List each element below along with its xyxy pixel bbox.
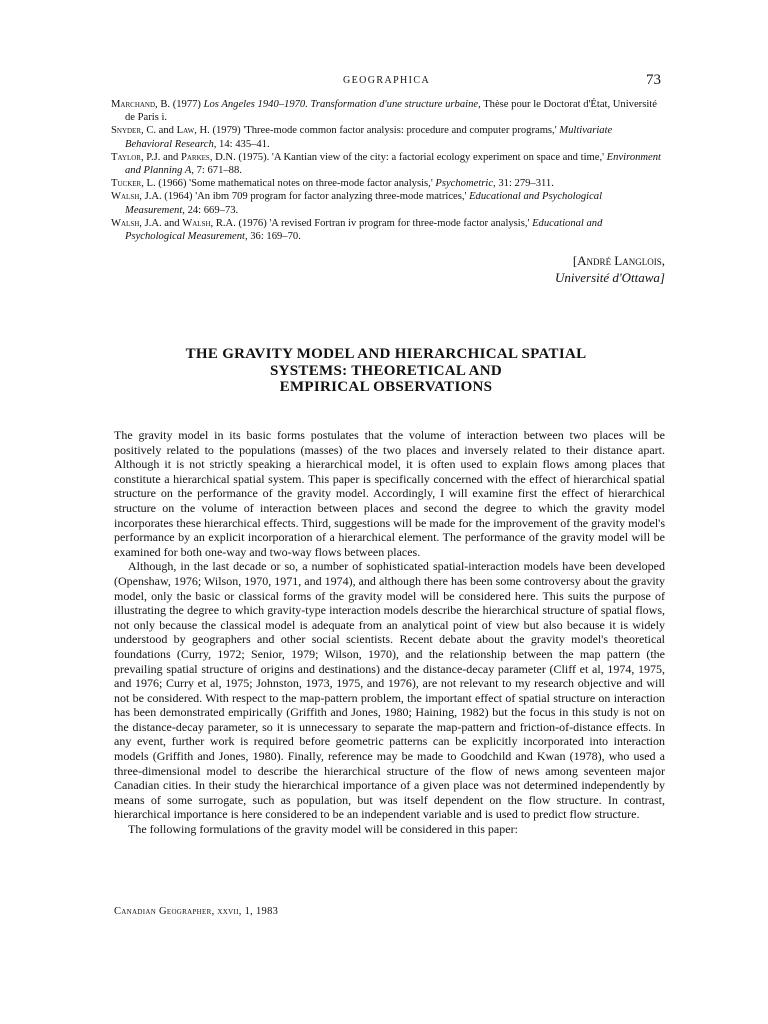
author-institution: Université d'Ottawa]: [554, 270, 665, 285]
title-line: SYSTEMS: THEORETICAL AND: [270, 362, 502, 379]
body-paragraph: The gravity model in its basic forms postulates that the volume of interaction between two places will be positively related to the populations (masses) of the two places and inversely related to their distance apart. Although it is not strictly speaking a hierarchical model, it is often used to explain flows among places that constitute a hierarchical spatial system. This paper is specifically concerned with the effect of hierarchical spatial structure on the performance of the gravity model. Accordingly, I will examine first the effect of hierarchical structure on the volume of interaction between places and second the degree to which the gravity model incorporates these hierarchical effects. Third, suggestions will be made for the improvement of the gravity model's performance by an explicit incorporation of a hierarchical element. The performance of the gravity model will be examined for both one-way and two-way flows between places.: [114, 428, 665, 559]
journal-name: GEOGRAPHICA: [343, 75, 431, 86]
reference-entry: Taylor, P.J. and Parkes, D.N. (1975). 'A Kantian view of the city: a factorial ecology experiment on space and time,' Environment and Planning A, 7: 671–88.: [111, 151, 662, 177]
reference-entry: Marchand, B. (1977) Los Angeles 1940–1970. Transformation d'une structure urbaine, Thèse pour le Doctorat d'État, Université de Paris i.: [111, 99, 657, 124]
title-line: EMPIRICAL OBSERVATIONS: [279, 379, 493, 395]
title-line: THE GRAVITY MODEL AND HIERARCHICAL SPATIAL: [185, 346, 587, 362]
author-signature: [555, 252, 665, 286]
page-number: 73: [646, 72, 661, 88]
running-head: [0, 72, 768, 92]
body-paragraph: The following formulations of the gravity model will be considered in this paper:: [128, 822, 518, 837]
reference-entry: Walsh, J.A. and Walsh, R.A. (1976) 'A revised Fortran iv program for three-mode factor analysis,' Educational and Psychological Measurement, 36: 169–70.: [111, 217, 603, 243]
reference-entry: Snyder, C. and Law, H. (1979) 'Three-mode common factor analysis: procedure and computer programs,' Multivariate Behavioral Research, 14: 435–41.: [111, 125, 613, 150]
reference-list: [111, 98, 661, 243]
journal-footer: Canadian Geographer, xxvii, 1, 1983: [114, 906, 279, 917]
article-title: [110, 346, 662, 396]
reference-entry: Tucker, L. (1966) 'Some mathematical notes on three-mode factor analysis,' Psychometric, 31: 279–311.: [111, 178, 554, 190]
article-body: [114, 428, 665, 837]
body-paragraph: Although, in the last decade or so, a number of sophisticated spatial-interaction models have been developed (Openshaw, 1976; Wilson, 1970, 1971, and 1974), and although there has been some controversy about the gravity model, only the basic or classical forms of the gravity model will be considered here. This suits the purpose of illustrating the degree to which gravity-type interaction models describe the hierarchical structure of spatial flows, not only because the classical model is adequate from an analytical point of view but also because it is widely understood by geographers and other social scientists. Recent debate about the gravity model's theoretical foundations (Curry, 1972; Senior, 1979; Wilson, 1970), and the relationship between the map pattern (the prevailing spatial structure of origins and destinations) and the distance-decay parameter (Cliff et al, 1974, 1975, and 1976; Curry et al, 1975; Johnston, 1973, 1975, and 1976), are not relevant to my research objective and will not be considered. With respect to the map-pattern problem, the important effect of spatial structure on interaction has been demonstrated empirically (Griffith and Jones, 1980; Haining, 1982) but the focus in this study is not on the distance-decay parameter, so it is unnecessary to separate the map-pattern and friction-of-distance effects. In any event, further work is required before geometric patterns can be explicitly incorporated into interaction models (Griffith and Jones, 1980). Finally, reference may be made to Goodchild and Kwan (1978), who used a three-dimensional model to describe the hierarchical structure of the flow of news among seventeen major Canadian cities. In their study the hierarchical importance of a given place was not determined independently by means of some surrogate, such as population, but was itself dependent on the flow structure. In contrast, hierarchical importance is here considered to be an independent variable and is used to predict flow structure.: [114, 559, 665, 822]
author-name: [André Langlois,: [572, 253, 665, 268]
reference-entry: Walsh, J.A. (1964) 'An ibm 709 program for factor analyzing three-mode matrices,' Educational and Psychological Measurement, 24: 669–73.: [111, 191, 603, 216]
